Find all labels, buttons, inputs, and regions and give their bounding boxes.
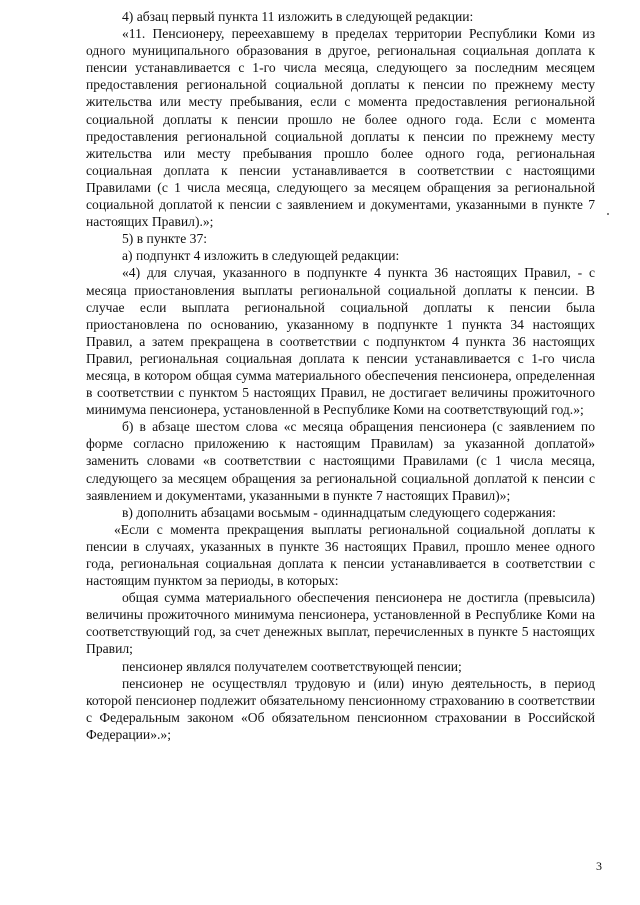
paragraph-amendment-4: 4) абзац первый пункта 11 изложить в следующей редакции: (122, 9, 474, 24)
paragraph-subpoint-v: в) дополнить абзацами восьмым - одиннадцатым следующего содержания: (122, 504, 556, 520)
paragraph-condition-1: общая сумма материального обеспечения пенсионера не достигла (превысила) величины прожиточного минимума пенсионера, установленной в Республике Коми на соответствующий год, за счет денежных выплат, перечисленных в пункте 5 настоящих Правил; (86, 590, 595, 657)
paragraph-condition-3: пенсионер не осуществлял трудовую и (или) иную деятельность, в период которой пенсионер подлежит обязательному пенсионному страхованию в соответствии с Федеральным законом «Об обязательном пенсионном страховании в Российской Федерации».»; (86, 675, 595, 742)
paragraph-amendment-5: 5) в пункте 37: (122, 231, 208, 247)
paragraph-point-11-text: «11. Пенсионеру, переехавшему в пределах территории Республики Коми из одного муниципального образования в другое, региональная социальная доплата к пенсии устанавливается с 1-го числа месяца, следующего за последним месяцем предоставления региональной социальной доплаты к пенсии по прежнему месту жительства или месту пребывания, если с момента предоставления региональной социальной доплаты к пенсии прошло не более одного года. Если с момента предоставления региональной социальной доплаты к пенсии по прежнему месту жительства или месту пребывания прошло более одного года, региональная социальная доплата к пенсии устанавливается в соответствии с настоящими Правилами (с 1 числа месяца, следующего за месяцем обращения за региональной социальной доплатой к пенсии с заявлением и документами, указанными в пункте 7 настоящих Правил).»; (86, 26, 595, 230)
paragraph-condition-2: пенсионер являлся получателем соответствующей пенсии; (122, 658, 462, 674)
margin-mark (607, 213, 609, 215)
paragraph-new-text-intro: «Если с момента прекращения выплаты региональной социальной доплаты к пенсии в случаях, указанных в пункте 36 настоящих Правил, прошло менее одного года, региональная социальная доплата к пенсии устанавливается в соответствии с настоящим пунктом за периоды, в которых: (86, 521, 595, 589)
paragraph-subpoint-b: б) в абзаце шестом слова «с месяца обращения пенсионера (с заявлением по форме согласно приложению к настоящим Правилам) за указанной доплатой» заменить словами «в соответствии с настоящими Правилами (с 1 числа месяца, следующего за месяцем обращения за региональной социальной доплатой к пенсии с заявлением и документами, указанными в пункте 7 настоящих Правил)»; (86, 419, 595, 503)
paragraph-subpoint-4-text: «4) для случая, указанного в подпункте 4 пункта 36 настоящих Правил, - с месяца приостановления выплаты региональной социальной доплаты к пенсии. В случае если выплата региональной социальной доплаты к пенсии была приостановлена по основанию, указанному в подпункте 1 пункта 34 настоящих Правил, а затем прекращена в соответствии с подпунктом 4 пункта 36 настоящих Правил, региональная социальная доплата к пенсии устанавливается с 1-го числа месяца, в котором общая сумма материального обеспечения пенсионера, определенная в соответствии с пунктом 5 настоящих Правил, не достигает величины прожиточного минимума пенсионера, установленной в Республике Коми на соответствующий год.»; (86, 265, 595, 418)
document-body (86, 8, 595, 743)
paragraph-subpoint-a: а) подпункт 4 изложить в следующей редакции: (122, 248, 400, 264)
page-number: 3 (596, 859, 602, 873)
